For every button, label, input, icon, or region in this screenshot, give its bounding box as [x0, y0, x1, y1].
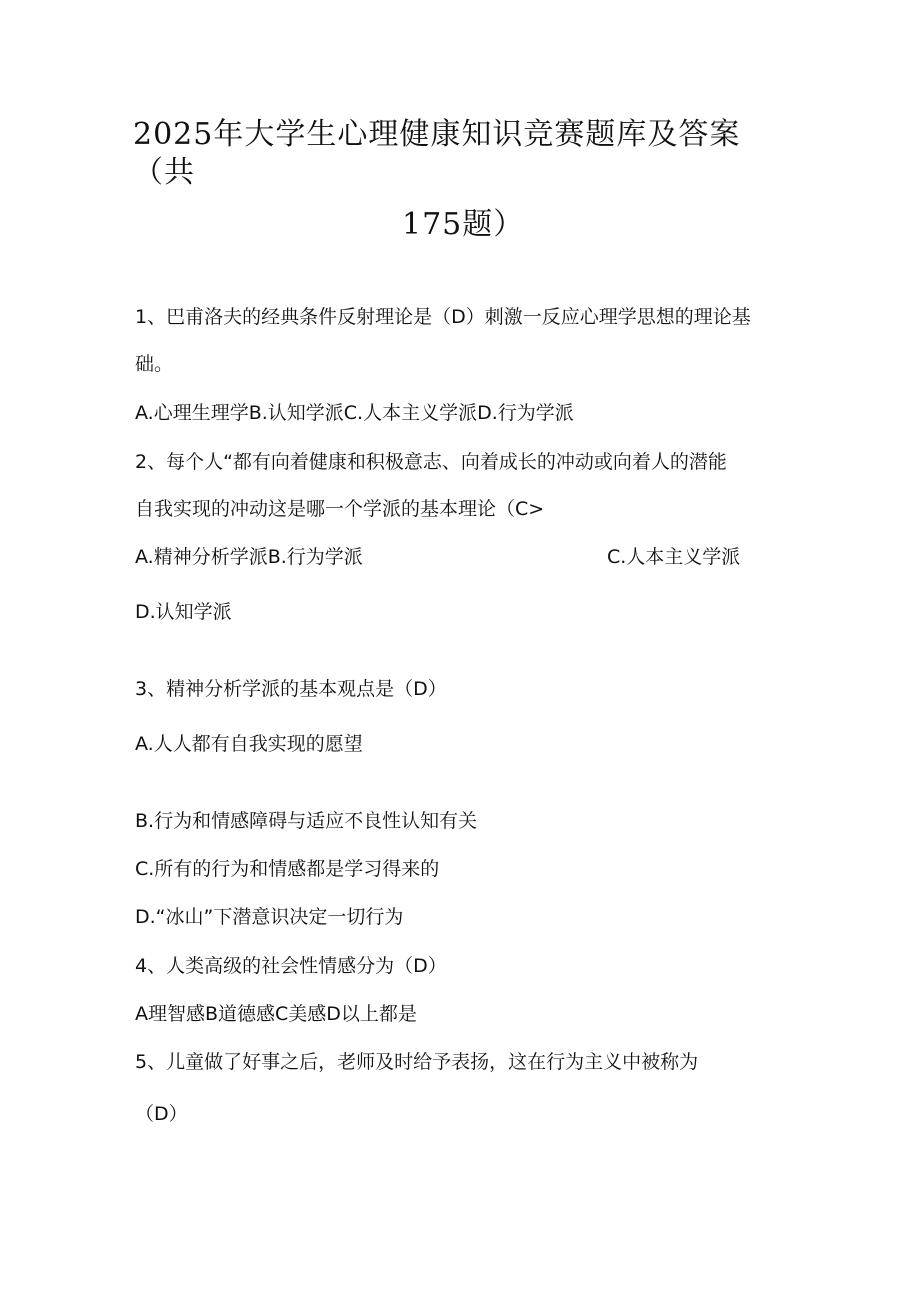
- question-3-option-c: C.所有的行为和情感都是学习得来的: [135, 858, 440, 880]
- document-title-line-2: （共: [133, 155, 195, 190]
- question-2-text: 2、每个人“都有向着健康和积极意志、向着成长的冲动或向着人的潜能: [135, 451, 727, 473]
- question-2-option-d: D.认知学派: [135, 601, 232, 623]
- question-5-text: 5、儿童做了好事之后，老师及时给予表扬，这在行为主义中被称为: [135, 1051, 699, 1073]
- question-1-options: A.心理生理学B.认知学派C.人本主义学派D.行为学派: [135, 402, 574, 424]
- question-3-option-a: A.人人都有自我实现的愿望: [135, 733, 363, 755]
- question-5-answer: （D）: [135, 1103, 188, 1125]
- question-3-text: 3、精神分析学派的基本观点是（D）: [135, 678, 447, 700]
- question-4-options: A理智感B道德感C美感D以上都是: [135, 1003, 417, 1025]
- question-3-option-b: B.行为和情感障碍与适应不良性认知有关: [135, 810, 478, 832]
- question-2-options-ab: A.精神分析学派B.行为学派: [135, 546, 363, 568]
- document-title-line-3: 175题）: [402, 207, 525, 242]
- document-title-line-1: 2025年大学生心理健康知识竞赛题库及答案: [133, 117, 741, 152]
- question-1-text-cont: 础。: [135, 353, 174, 375]
- question-3-option-d: D.“冰山”下潜意识决定一切行为: [135, 906, 404, 928]
- question-2-option-c: C.人本主义学派: [607, 546, 741, 568]
- question-4-text: 4、人类高级的社会性情感分为（D）: [135, 955, 447, 977]
- question-2-text-cont: 自我实现的冲动这是哪一个学派的基本理论（C>: [135, 498, 545, 520]
- question-1-text: 1、巴甫洛夫的经典条件反射理论是（D）刺激一反应心理学思想的理论基: [135, 306, 751, 328]
